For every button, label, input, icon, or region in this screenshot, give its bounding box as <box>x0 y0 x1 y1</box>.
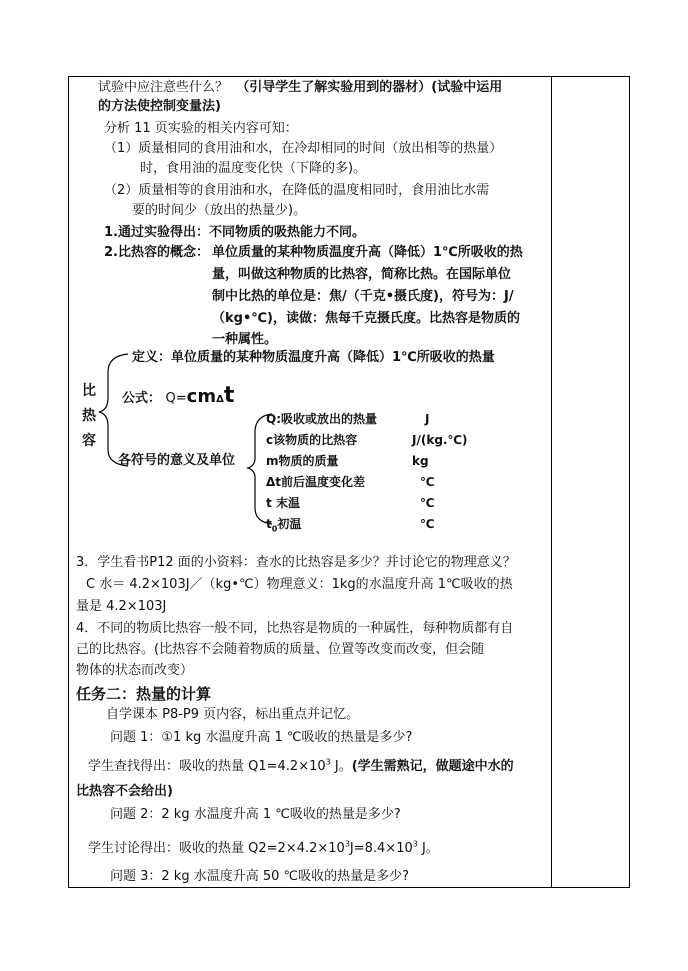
symbol-unit: ℃ <box>420 496 435 510</box>
question-text: 试验中应注意些什么？ （引导学生了解实验用到的器材）(试验中运用 <box>98 80 503 95</box>
symbol-row: $t_0$初温 <box>266 517 302 534</box>
question-1: 问题 1：①1 kg 水温度升高 1 ℃吸收的热量是多少? <box>110 730 413 745</box>
question-guide: 的方法使控制变量法) <box>98 99 221 114</box>
point-3b: C 水＝ 4.2×103J／（kg•℃）物理意义：1kg的水温度升高 1℃吸收的热 <box>86 577 513 592</box>
symbol-row: Δt前后温度变化差 <box>266 475 366 489</box>
answer-2: 学生讨论得出：吸收的热量 $Q2=2\times 4.2\times 10^3J=8.4\times 10^3$ J。 <box>88 839 439 856</box>
symbol-row: t 末温 <box>266 496 300 510</box>
analysis-text: 分析 11 页实验的相关内容可知： <box>104 121 298 136</box>
side-label-3: 容 <box>82 433 96 449</box>
side-label-1: 比 <box>82 383 96 399</box>
point-3c: 量是 4.2×103J <box>76 599 167 614</box>
answer-1: 学生查找得出：吸收的热量 $Q1=4.2\times 10^3$ J。(学生需熟记，做题途中水的 <box>88 757 514 774</box>
question-2: 问题 2：2 kg 水温度升高 1 ℃吸收的热量是多少? <box>110 807 401 822</box>
conclusion-1: 1.通过实验得出：不同物质的吸热能力不同。 <box>104 225 365 240</box>
side-label-2: 热 <box>82 408 96 424</box>
symbols-label: 各符号的意义及单位 <box>118 453 236 468</box>
point-4c: 物体的状态而改变） <box>76 663 194 678</box>
symbol-row: Q:吸收或放出的热量 <box>266 412 378 426</box>
symbol-unit: J <box>425 412 430 426</box>
symbol-unit: J/(kg.℃) <box>412 433 468 447</box>
point-2b: 要的时间少（放出的热量少)。 <box>132 203 307 218</box>
concept-line-1: 单位质量的某种物质温度升高（降低）1℃所吸收的热 <box>212 245 523 260</box>
symbol-row: m物质的质量 <box>266 454 339 468</box>
point-4a: 4．不同的物质比热容一般不同，比热容是物质的一种属性，每种物质都有自 <box>76 621 514 636</box>
definition-text: 定义：单位质量的某种物质温度升高（降低）1℃所吸收的热量 <box>132 350 495 365</box>
point-3a: 3．学生看书P12 面的小资料：查水的比热容是多少？并讨论它的物理意义？ <box>76 555 516 570</box>
question-3: 问题 3：2 kg 水温度升高 50 ℃吸收的热量是多少? <box>110 869 410 884</box>
symbol-unit: kg <box>412 454 429 468</box>
formula: 公式： Q=cmΔt <box>122 383 235 408</box>
point-2a: （2）质量相等的食用油和水，在降低的温度相同时，食用油比水需 <box>104 183 490 198</box>
task2-intro: 自学课本 P8-P9 页内容，标出重点并记忆。 <box>106 707 360 722</box>
point-4b: 己的比热容。(比热容不会随着物质的质量、位置等改变而改变，但会随 <box>76 642 485 657</box>
symbol-unit: ℃ <box>420 475 435 489</box>
point-1b: 时，食用油的温度变化快（下降的多)。 <box>140 161 367 176</box>
concept-line-3: 制中比热的单位是：焦/（千克•摄氏度)，符号为：J/ <box>212 289 514 304</box>
concept-line-5: 一种属性。 <box>212 332 278 347</box>
task2-title: 任务二：热量的计算 <box>76 685 212 703</box>
symbol-row: c该物质的比热容 <box>266 433 358 447</box>
answer-1-note: 比热容不会给出) <box>76 784 173 799</box>
concept-line-4: （kg•℃)，读做：焦每千克摄氏度。比热容是物质的 <box>212 311 520 326</box>
concept-line-2: 量，叫做这种物质的比热容，简称比热。在国际单位 <box>212 267 512 282</box>
concept-label: 2.比热容的概念： <box>104 245 209 260</box>
point-1a: （1）质量相同的食用油和水，在冷却相同的时间（放出相等的热量） <box>104 141 503 156</box>
symbol-unit: ℃ <box>420 517 435 531</box>
